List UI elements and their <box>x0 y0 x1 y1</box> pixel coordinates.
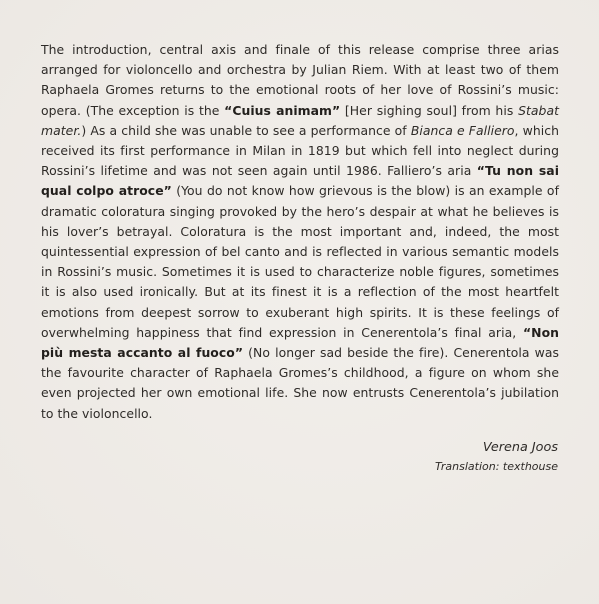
text-segment: [Her sighing soul] from his <box>340 102 519 118</box>
text-segment: The introduction, central axis and finale of this release comprise three arias arranged for violoncello and orchestra by Julian Riem. With at least two of them Raphaela Gromes returns to the emotional roots of her love of Rossini’s music: opera. (The exception is the <box>41 42 559 118</box>
work-title-stabat-mater: Stabat mater. <box>41 102 559 138</box>
aria-title-cuius-animam: “Cuius animam” <box>224 102 341 118</box>
text-segment: (No longer sad beside the fire). Cenerentola was the favourite character of Raphaela Gromes’s childhood, a figure on whom she even projected her own emotional life. She now entrusts Cenerentola’s jubilation to the violoncello. <box>41 345 559 421</box>
text-segment: (You do not know how grievous is the blow) is an example of dramatic coloratura singing provoked by the hero’s despair at what he believes is his lover’s betrayal. Coloratura is the most important and, indeed, the most quintessential expression of bel canto and is reflected in various semantic models in Rossini’s music. Sometimes it is used to characterize noble figures, sometimes it is also used ironically. But at its finest it is a reflection of the most heartfelt emotions from deepest sorrow to exuberant high spirits. It is these feelings of overwhelming happiness that find expression in Cenerentola’s final aria, <box>41 183 559 340</box>
article-body <box>41 40 559 424</box>
text-segment: ) As a child she was unable to see a performance of <box>81 122 411 138</box>
aria-title-non-piu-mesta: “Non più mesta accanto al fuoco” <box>41 324 559 361</box>
translation-credit: Translation: texthouse <box>435 459 558 473</box>
aria-title-tu-non-sai: “Tu non sai qual colpo atroce” <box>41 163 559 199</box>
author-credit: Verena Joos <box>482 439 558 455</box>
work-title-bianca-e-falliero: Bianca e Falliero <box>410 122 515 138</box>
text-segment: , which received its first performance in Milan in 1819 but which fell into neglect during Rossini’s lifetime and was not seen again until 1986. Falliero’s aria <box>41 122 559 179</box>
